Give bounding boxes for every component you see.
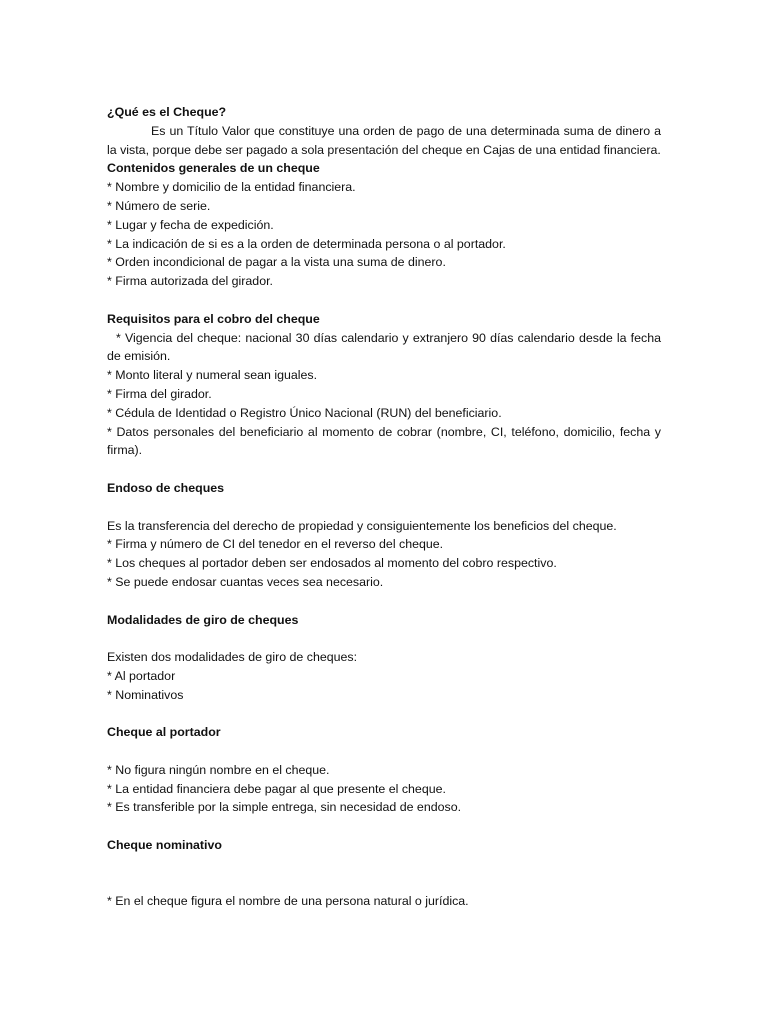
list-item: * Cédula de Identidad o Registro Único Nacional (RUN) del beneficiario. <box>107 405 502 420</box>
document-body <box>107 103 661 911</box>
heading-cheque-nominativo: Cheque nominativo <box>107 838 222 853</box>
paragraph-definicion-cheque: Es un Título Valor que constituye una orden de pago de una determinada suma de dinero a la vista, porque debe ser pagado a sola presentación del cheque en Cajas de una entidad financiera. <box>107 123 661 157</box>
list-item: * Nombre y domicilio de la entidad financiera. <box>107 180 356 195</box>
list-item: * Número de serie. <box>107 198 211 213</box>
list-item: * Es transferible por la simple entrega, sin necesidad de endoso. <box>107 800 462 815</box>
list-item-vigencia: * Vigencia del cheque: nacional 30 días calendario y extranjero 90 días calendario desde la fecha de emisión. <box>107 330 661 364</box>
blank-line <box>107 855 661 893</box>
paragraph-endoso-intro: Es la transferencia del derecho de propiedad y consiguientemente los beneficios del cheque. <box>107 518 617 533</box>
blank-line <box>107 742 661 761</box>
list-item-datos-personales: * Datos personales del beneficiario al momento de cobrar (nombre, CI, teléfono, domicilio, fecha y firma). <box>107 424 661 458</box>
list-item: * Al portador <box>107 668 176 683</box>
blank-line <box>107 291 661 310</box>
list-item: * En el cheque figura el nombre de una persona natural o jurídica. <box>107 894 469 909</box>
list-item: * Lugar y fecha de expedición. <box>107 217 274 232</box>
heading-modalidades-giro: Modalidades de giro de cheques <box>107 612 299 627</box>
list-item: * Se puede endosar cuantas veces sea necesario. <box>107 574 384 589</box>
list-item: * Orden incondicional de pagar a la vista una suma de dinero. <box>107 255 446 270</box>
blank-line <box>107 460 661 479</box>
heading-cheque-portador: Cheque al portador <box>107 725 221 740</box>
heading-endoso-cheques: Endoso de cheques <box>107 480 225 495</box>
list-item: * Firma del girador. <box>107 386 212 401</box>
paragraph-modalidades-intro: Existen dos modalidades de giro de cheques: <box>107 650 358 665</box>
list-item: * La entidad financiera debe pagar al que presente el cheque. <box>107 781 446 796</box>
list-item: * Firma autorizada del girador. <box>107 274 273 289</box>
blank-line <box>107 817 661 836</box>
list-item: * No figura ningún nombre en el cheque. <box>107 762 330 777</box>
list-item: * Monto literal y numeral sean iguales. <box>107 368 318 383</box>
blank-line <box>107 705 661 724</box>
list-item: * Firma y número de CI del tenedor en el reverso del cheque. <box>107 537 444 552</box>
blank-line <box>107 629 661 648</box>
blank-line <box>107 592 661 611</box>
heading-requisitos-cobro: Requisitos para el cobro del cheque <box>107 311 320 326</box>
heading-que-es-el-cheque: ¿Qué es el Cheque? <box>107 105 227 119</box>
heading-contenidos-generales: Contenidos generales de un cheque <box>107 161 320 176</box>
blank-line <box>107 498 661 517</box>
list-item: * La indicación de si es a la orden de determinada persona o al portador. <box>107 236 506 251</box>
list-item: * Nominativos <box>107 687 184 702</box>
list-item: * Los cheques al portador deben ser endosados al momento del cobro respectivo. <box>107 556 557 571</box>
